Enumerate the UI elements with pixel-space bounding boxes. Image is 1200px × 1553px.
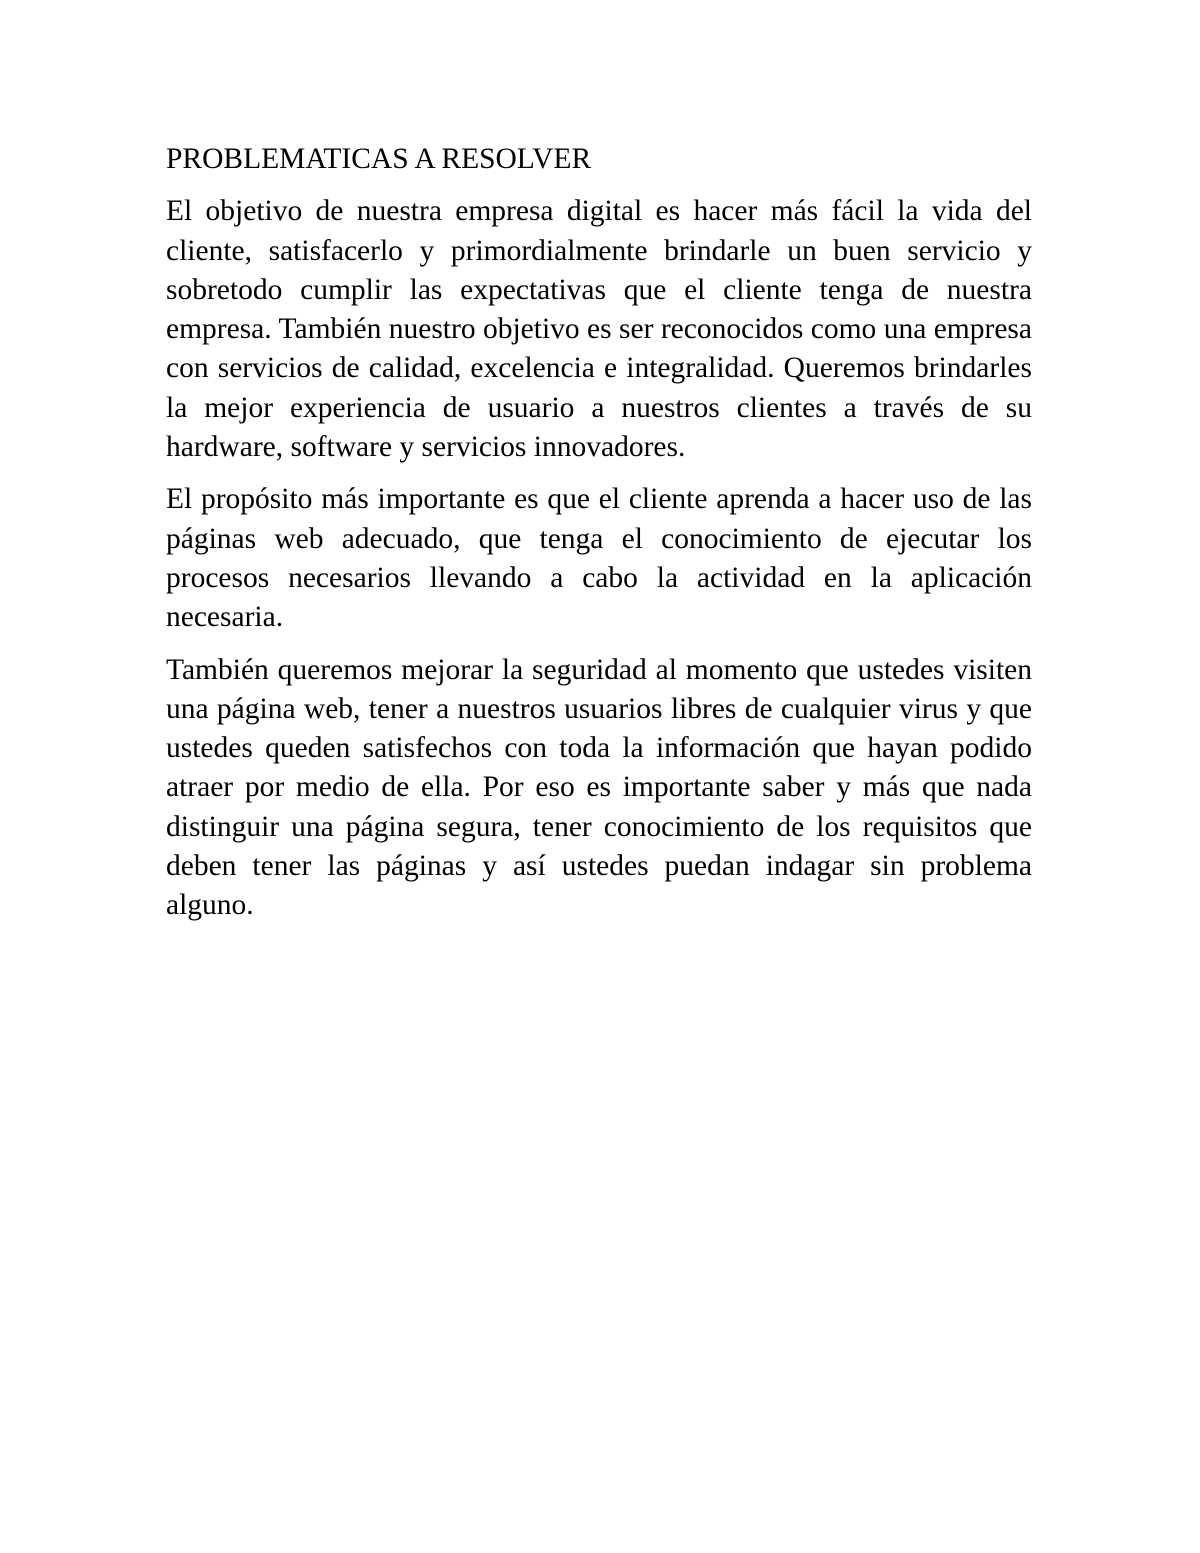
paragraph-purpose: El propósito más importante es que el cliente aprenda a hacer uso de las páginas web adecuado, que tenga el conocimiento de ejecutar los procesos necesarios llevando a cabo la actividad en la aplicación necesaria. (166, 483, 1032, 634)
document-body (166, 140, 1032, 939)
paragraph-objective: El objetivo de nuestra empresa digital es hacer más fácil la vida del cliente, satisfacerlo y primordialmente brindarle un buen servicio y sobretodo cumplir las expectativas que el cliente tenga de nuestra empresa. También nuestro objetivo es ser reconocidos como una empresa con servicios de calidad, excelencia e integralidad. Queremos brindarles la mejor experiencia de usuario a nuestros clientes a través de su hardware, software y servicios innovadores. (166, 195, 1032, 464)
document-heading: PROBLEMATICAS A RESOLVER (166, 143, 592, 175)
paragraph-security: También queremos mejorar la seguridad al momento que ustedes visiten una página web, tener a nuestros usuarios libres de cualquier virus y que ustedes queden satisfechos con toda la información que hayan podido atraer por medio de ella. Por eso es importante saber y más que nada distinguir una página segura, tener conocimiento de los requisitos que deben tener las páginas y así ustedes puedan indagar sin problema alguno. (166, 653, 1032, 922)
